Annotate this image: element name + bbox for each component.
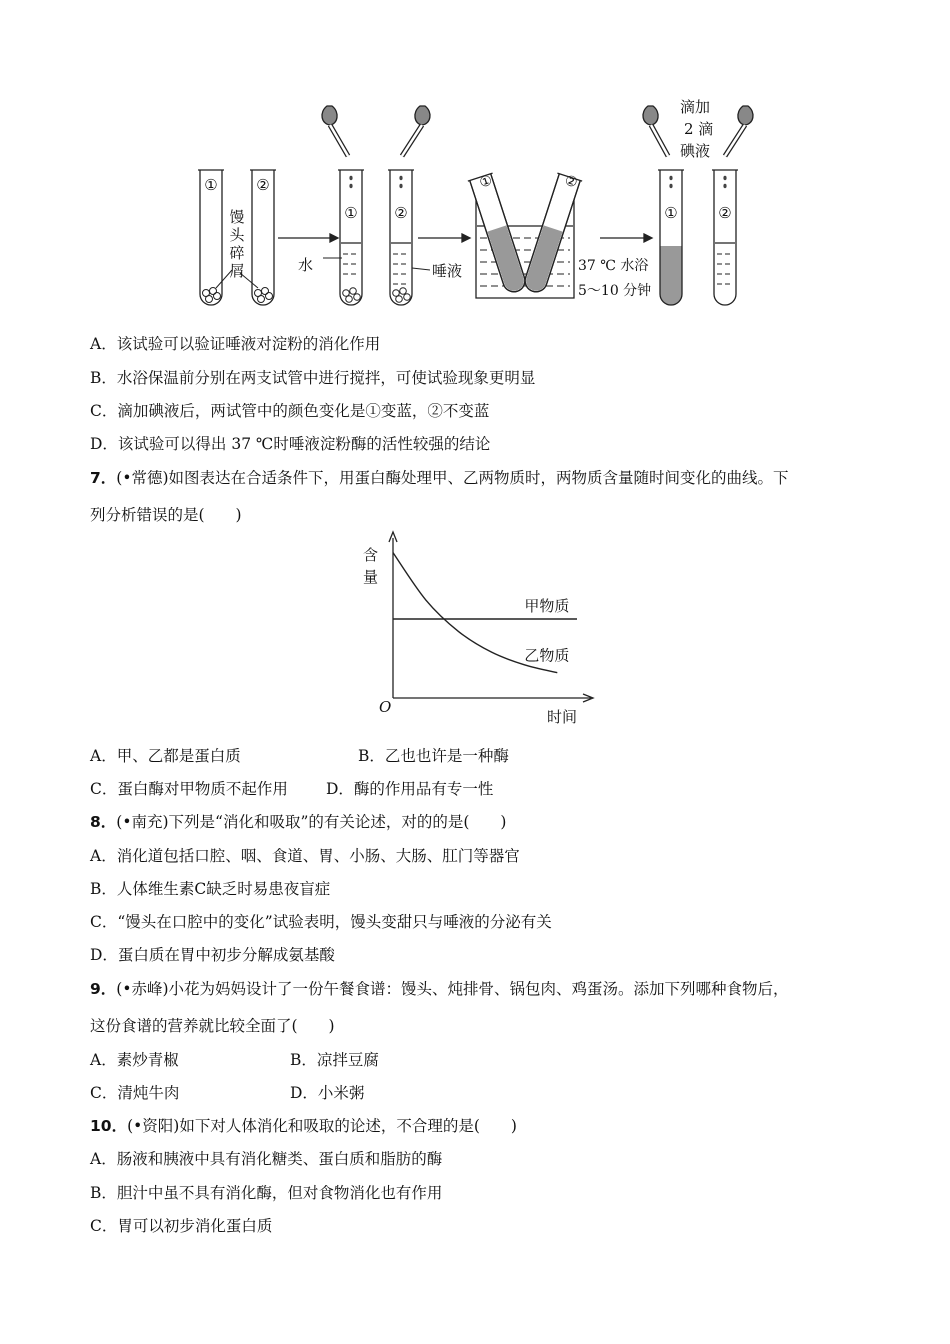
q7-stem-text: (•常德)如图表达在合适条件下，用蛋白酶处理甲、乙两物质时，两物质含量随时间变化的曲线。下 xyxy=(116,469,789,487)
stage4-tube1 xyxy=(658,170,684,305)
q6-option-c: C．滴加碘液后，两试管中的颜色变化是①变蓝，②不变蓝 xyxy=(90,402,490,420)
q10-stem xyxy=(90,1116,517,1136)
stage2-tube1 xyxy=(338,170,364,305)
q10-number: 10． xyxy=(90,1117,128,1135)
q7-option-d: D．酶的作用品有专一性 xyxy=(326,780,494,798)
stage2-tube2 xyxy=(388,170,414,305)
q8-stem xyxy=(90,812,506,832)
saliva-label: 唾液 xyxy=(432,262,463,280)
q9-option-a: A．素炒青椒 xyxy=(90,1051,179,1069)
q9-option-b: B．凉拌豆腐 xyxy=(290,1051,379,1069)
dropper-3 xyxy=(643,106,668,156)
q7-option-c: C．蛋白酶对甲物质不起作用 xyxy=(90,780,288,798)
bath-condition-1: 37 ℃ 水浴 xyxy=(578,258,649,274)
mantou-label-1: 馒 xyxy=(229,208,245,226)
fig-tube-label: ② xyxy=(718,204,732,222)
fig-tube-label: ① xyxy=(477,172,495,192)
fig-tube-label: ② xyxy=(562,172,580,192)
beaker-tube2 xyxy=(520,173,582,295)
stage4-tube2 xyxy=(712,170,738,305)
y-axis-label-2: 量 xyxy=(363,568,379,586)
q7-number: 7． xyxy=(90,469,117,487)
experiment-diagram xyxy=(180,98,770,310)
fig-tube-label: ② xyxy=(394,204,408,222)
q10-option-b: B．胆汁中虽不具有消化酶，但对食物消化也有作用 xyxy=(90,1184,443,1202)
q9-stem-line2: 这份食谱的营养就比较全面了( ) xyxy=(90,1017,335,1035)
q7-stem-line2: 列分析错误的是( ) xyxy=(90,506,242,524)
fig-tube-label: ① xyxy=(344,204,358,222)
q9-option-c: C．清炖牛肉 xyxy=(90,1084,180,1102)
q8-number: 8． xyxy=(90,813,117,831)
q9-option-d: D．小米粥 xyxy=(290,1084,365,1102)
q10-stem-text: (•资阳)如下对人体消化和吸取的论述，不合理的是( ) xyxy=(127,1117,517,1135)
fig-tube-label: ① xyxy=(664,204,678,222)
mantou-label-2: 头 xyxy=(229,226,245,244)
series-label-2: 乙物质 xyxy=(524,646,570,665)
q6-option-a: A．该试验可以验证唾液对淀粉的消化作用 xyxy=(90,335,381,353)
q7-option-b: B．乙也也许是一种酶 xyxy=(358,747,509,765)
mantou-label-3: 碎 xyxy=(229,244,245,262)
series-label-1: 甲物质 xyxy=(524,597,570,615)
iodine-label-1: 滴加 xyxy=(680,98,711,116)
mantou-label-4: 屑 xyxy=(229,262,245,280)
fig-tube-label: ② xyxy=(256,176,270,194)
q10-option-a: A．肠液和胰液中具有消化糖类、蛋白质和脂肪的酶 xyxy=(90,1150,443,1168)
fig-tube-label: ① xyxy=(204,176,218,194)
q6-option-d: D．该试验可以得出 37 ℃时唾液淀粉酶的活性较强的结论 xyxy=(90,435,491,453)
q9-stem-line1 xyxy=(90,979,789,999)
dropper-2 xyxy=(402,106,430,156)
origin-label: O xyxy=(379,698,392,716)
beaker-tube1 xyxy=(468,173,530,295)
water-label: 水 xyxy=(298,256,314,274)
q6-option-b: B．水浴保温前分别在两支试管中进行搅拌，可使试验现象更明显 xyxy=(90,369,536,387)
dropper-4 xyxy=(725,106,753,156)
iodine-label-3: 碘液 xyxy=(680,142,711,160)
q7-stem-line1 xyxy=(90,468,789,488)
bath-condition-2: 5～10 分钟 xyxy=(578,283,652,299)
q7-chart xyxy=(355,530,595,730)
q9-stem-text: (•赤峰)小花为妈妈设计了一份午餐食谱：馒头、炖排骨、锅包肉、鸡蛋汤。添加下列哪种食物后， xyxy=(116,980,789,998)
q10-option-c: C．胃可以初步消化蛋白质 xyxy=(90,1217,273,1235)
q8-option-c: C．“馒头在口腔中的变化”试验表明，馒头变甜只与唾液的分泌有关 xyxy=(90,913,552,931)
q9-number: 9． xyxy=(90,980,117,998)
dropper-1 xyxy=(322,106,348,156)
x-axis-label: 时间 xyxy=(547,708,578,726)
q8-stem-text: (•南充)下列是“消化和吸取”的有关论述，对的的是( ) xyxy=(116,813,507,831)
q7-option-a: A．甲、乙都是蛋白质 xyxy=(90,747,241,765)
q8-option-d: D．蛋白质在胃中初步分解成氨基酸 xyxy=(90,946,335,964)
q8-option-a: A．消化道包括口腔、咽、食道、胃、小肠、大肠、肛门等器官 xyxy=(90,847,520,865)
q8-option-b: B．人体维生素C缺乏时易患夜盲症 xyxy=(90,880,331,898)
iodine-label-2: 2 滴 xyxy=(684,120,714,138)
y-axis-label-1: 含 xyxy=(363,546,379,564)
